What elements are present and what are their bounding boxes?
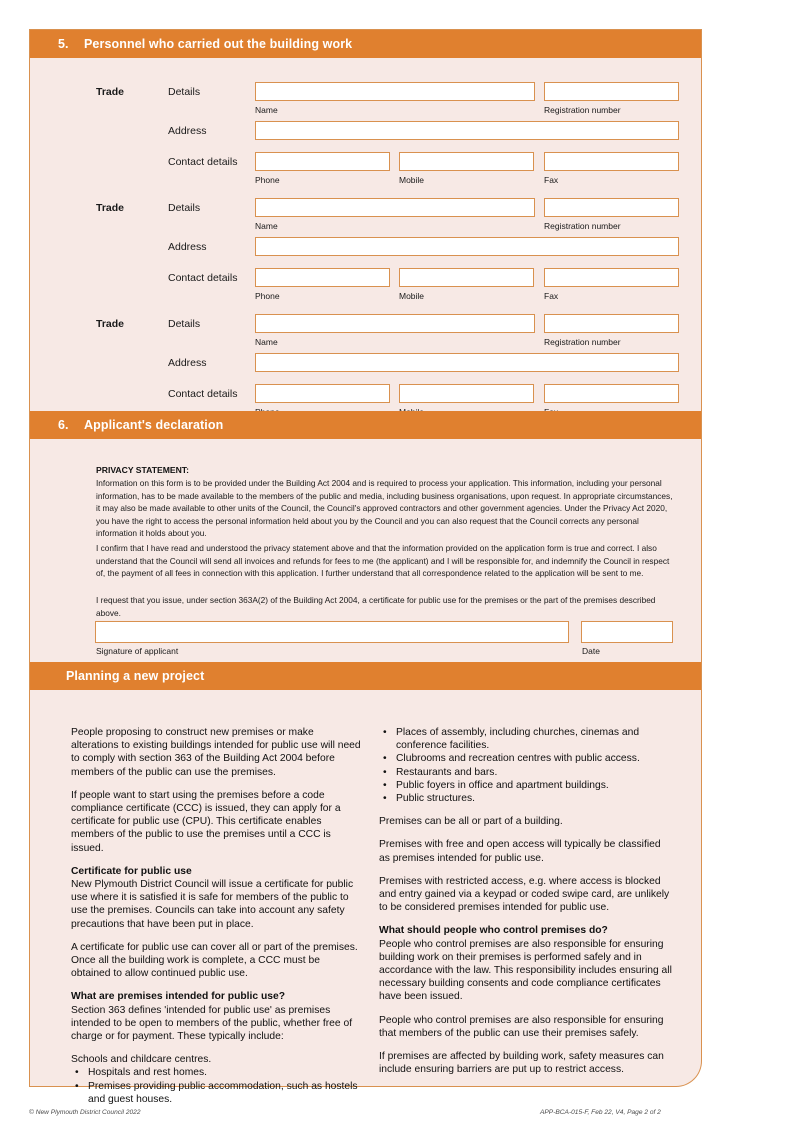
list-item: • Hospitals and rest homes.: [88, 1066, 361, 1079]
planning-left-bullet-list: [71, 1066, 361, 1106]
address-label-2: Address: [168, 241, 207, 253]
list-item: • Public foyers in office and apartment buildings.: [396, 779, 673, 792]
details-label-2: Details: [168, 202, 201, 214]
fax-input-1[interactable]: [544, 152, 679, 171]
registration-number-caption-3: Registration number: [544, 337, 621, 347]
fax-caption-1: Fax: [544, 175, 559, 185]
address-label-1: Address: [168, 125, 207, 137]
planning-left-paragraph: Schools and childcare centres.: [71, 1054, 212, 1066]
planning-left-paragraph: New Plymouth District Council will issue a certificate for public use where it is satisfied it is safe for members of the public to use the premises. Councils can take into account any safety precautions that have been put in place.: [71, 879, 354, 930]
planning-right-subheading: What should people who control premises do?: [379, 925, 608, 937]
name-input-2[interactable]: [255, 198, 535, 217]
planning-title: Planning a new project: [66, 669, 205, 683]
privacy-paragraph: Information on this form is to be provided under the Building Act 2004 and is required to process your application. This information, including your personal information, has to be made available to the members of the public and media, including business organisations, upon request. In appropriate circumstances, it may also be made available to other units of the Council, the Council's approved contractors and other government agencies. Under the Privacy Act 2020, you have the right to access the personal information held about you by the Council and you can also request that the Council corrects any personal information it holds about you.: [96, 478, 673, 539]
planning-right-paragraph: Premises with free and open access will typically be classified as premises intended for public use.: [379, 839, 661, 864]
section-personnel: [29, 29, 702, 411]
planning-left-column: [71, 726, 361, 1116]
fax-input-2[interactable]: [544, 268, 679, 287]
phone-input-1[interactable]: [255, 152, 390, 171]
planning-header: [30, 662, 701, 690]
list-item: • Clubrooms and recreation centres with public access.: [396, 752, 673, 765]
name-input-1[interactable]: [255, 82, 535, 101]
mobile-caption-2: Mobile: [399, 291, 425, 301]
section-declaration: [29, 411, 702, 662]
address-input-1[interactable]: [255, 121, 679, 140]
planning-left-paragraph: Section 363 defines 'intended for public use' as premises intended to be open to members of the public, whether free of charge or for payment. These typically include:: [71, 1004, 353, 1043]
section-5-header: [30, 30, 701, 58]
request-paragraph: I request that you issue, under section 363A(2) of the Building Act 2004, a certificate for public use for the premises or the part of the premises described above.: [96, 595, 656, 618]
phone-caption-2: Phone: [255, 291, 280, 301]
phone-input-2[interactable]: [255, 268, 390, 287]
name-caption-3: Name: [255, 337, 278, 347]
footer-docref: APP-BCA-015-F, Feb 22, V4, Page 2 of 2: [540, 1109, 661, 1116]
registration-number-input-2[interactable]: [544, 198, 679, 217]
phone-caption-1: Phone: [255, 175, 280, 185]
planning-left-paragraph: People proposing to construct new premises or make alterations to existing buildings intended for public use will need to comply with section 363 of the Building Act 2004 before members of the public can use the premises.: [71, 727, 361, 778]
contact-details-label-3: Contact details: [168, 388, 238, 400]
phone-input-3[interactable]: [255, 384, 390, 403]
contact-details-label-1: Contact details: [168, 156, 238, 168]
address-input-2[interactable]: [255, 237, 679, 256]
planning-left-subheading: Certificate for public use: [71, 865, 192, 877]
mobile-input-3[interactable]: [399, 384, 534, 403]
section-6-number: 6.: [58, 418, 69, 432]
fax-caption-2: Fax: [544, 291, 559, 301]
list-item: • Places of assembly, including churches, cinemas and conference facilities.: [396, 726, 673, 752]
registration-number-input-1[interactable]: [544, 82, 679, 101]
registration-number-caption-2: Registration number: [544, 221, 621, 231]
address-label-3: Address: [168, 357, 207, 369]
mobile-input-2[interactable]: [399, 268, 534, 287]
mobile-caption-1: Mobile: [399, 175, 425, 185]
signature-of-applicant-caption: Signature of applicant: [96, 646, 179, 656]
name-input-3[interactable]: [255, 314, 535, 333]
list-item: • Restaurants and bars.: [396, 766, 673, 779]
trade-label-1: Trade: [96, 86, 125, 98]
section-5-number: 5.: [58, 37, 69, 51]
section-6-title: Applicant's declaration: [84, 418, 224, 432]
trade-label-3: Trade: [96, 318, 125, 330]
planning-right-paragraph: Premises with restricted access, e.g. where access is blocked and entry gained via a keypad or coded swipe card, are unlikely to be considered premises intended for public use.: [379, 875, 670, 914]
name-caption-1: Name: [255, 105, 278, 115]
registration-number-caption-1: Registration number: [544, 105, 621, 115]
contact-details-label-2: Contact details: [168, 272, 238, 284]
section-6-header: [30, 411, 701, 439]
signature-of-applicant-input[interactable]: [95, 621, 569, 643]
mobile-input-1[interactable]: [399, 152, 534, 171]
date-caption: Date: [582, 646, 600, 656]
date-input[interactable]: [581, 621, 673, 643]
planning-left-paragraph: If people want to start using the premises before a code compliance certificate (CCC) is issued, they can apply for a certificate for public use (CPU). This certificate enables members of the public to use the premises until a CCC is issued.: [71, 789, 341, 854]
planning-right-paragraph: People who control premises are also responsible for ensuring building work on their premises is performed safely and in accordance with the law. This responsibility includes ensuring all necessary building consents and code compliance certificates have been issued.: [379, 938, 672, 1003]
details-label-3: Details: [168, 318, 201, 330]
list-item: • Public structures.: [396, 792, 673, 805]
list-item: • Premises providing public accommodation, such as hostels and guest houses.: [88, 1080, 361, 1106]
name-caption-2: Name: [255, 221, 278, 231]
confirmation-paragraph: I confirm that I have read and understood the privacy statement above and that the information provided on the application form is true and correct. I also understand that the Council will send all invoices and refunds for fees to me (the applicant) and I will be responsible for, and indemnify the Council in respect of, the payment of all fees in connection with this application. I further understand that all correspondence related to the application will be sent to me.: [96, 543, 670, 579]
privacy-statement-heading: PRIVACY STATEMENT:: [96, 465, 189, 475]
address-input-3[interactable]: [255, 353, 679, 372]
planning-right-column: [379, 726, 673, 1086]
planning-left-paragraph: A certificate for public use can cover all or part of the premises. Once all the building work is complete, a CCC must be obtained to allow continued public use.: [71, 941, 358, 980]
planning-right-paragraph: Premises can be all or part of a building.: [379, 816, 563, 828]
planning-right-paragraph: People who control premises are also responsible for ensuring that members of the public can use their premises safely.: [379, 1014, 664, 1039]
section-5-title: Personnel who carried out the building work: [84, 37, 353, 51]
footer-copyright: © New Plymouth District Council 2022: [29, 1109, 141, 1116]
trade-label-2: Trade: [96, 202, 125, 214]
planning-left-subheading: What are premises intended for public use?: [71, 991, 285, 1003]
planning-right-paragraph: If premises are affected by building work, safety measures can include ensuring barriers are put up to restrict access.: [379, 1051, 664, 1076]
section-planning: [29, 662, 702, 1105]
planning-right-bullet-list: [379, 726, 673, 805]
details-label-1: Details: [168, 86, 201, 98]
registration-number-input-3[interactable]: [544, 314, 679, 333]
fax-input-3[interactable]: [544, 384, 679, 403]
